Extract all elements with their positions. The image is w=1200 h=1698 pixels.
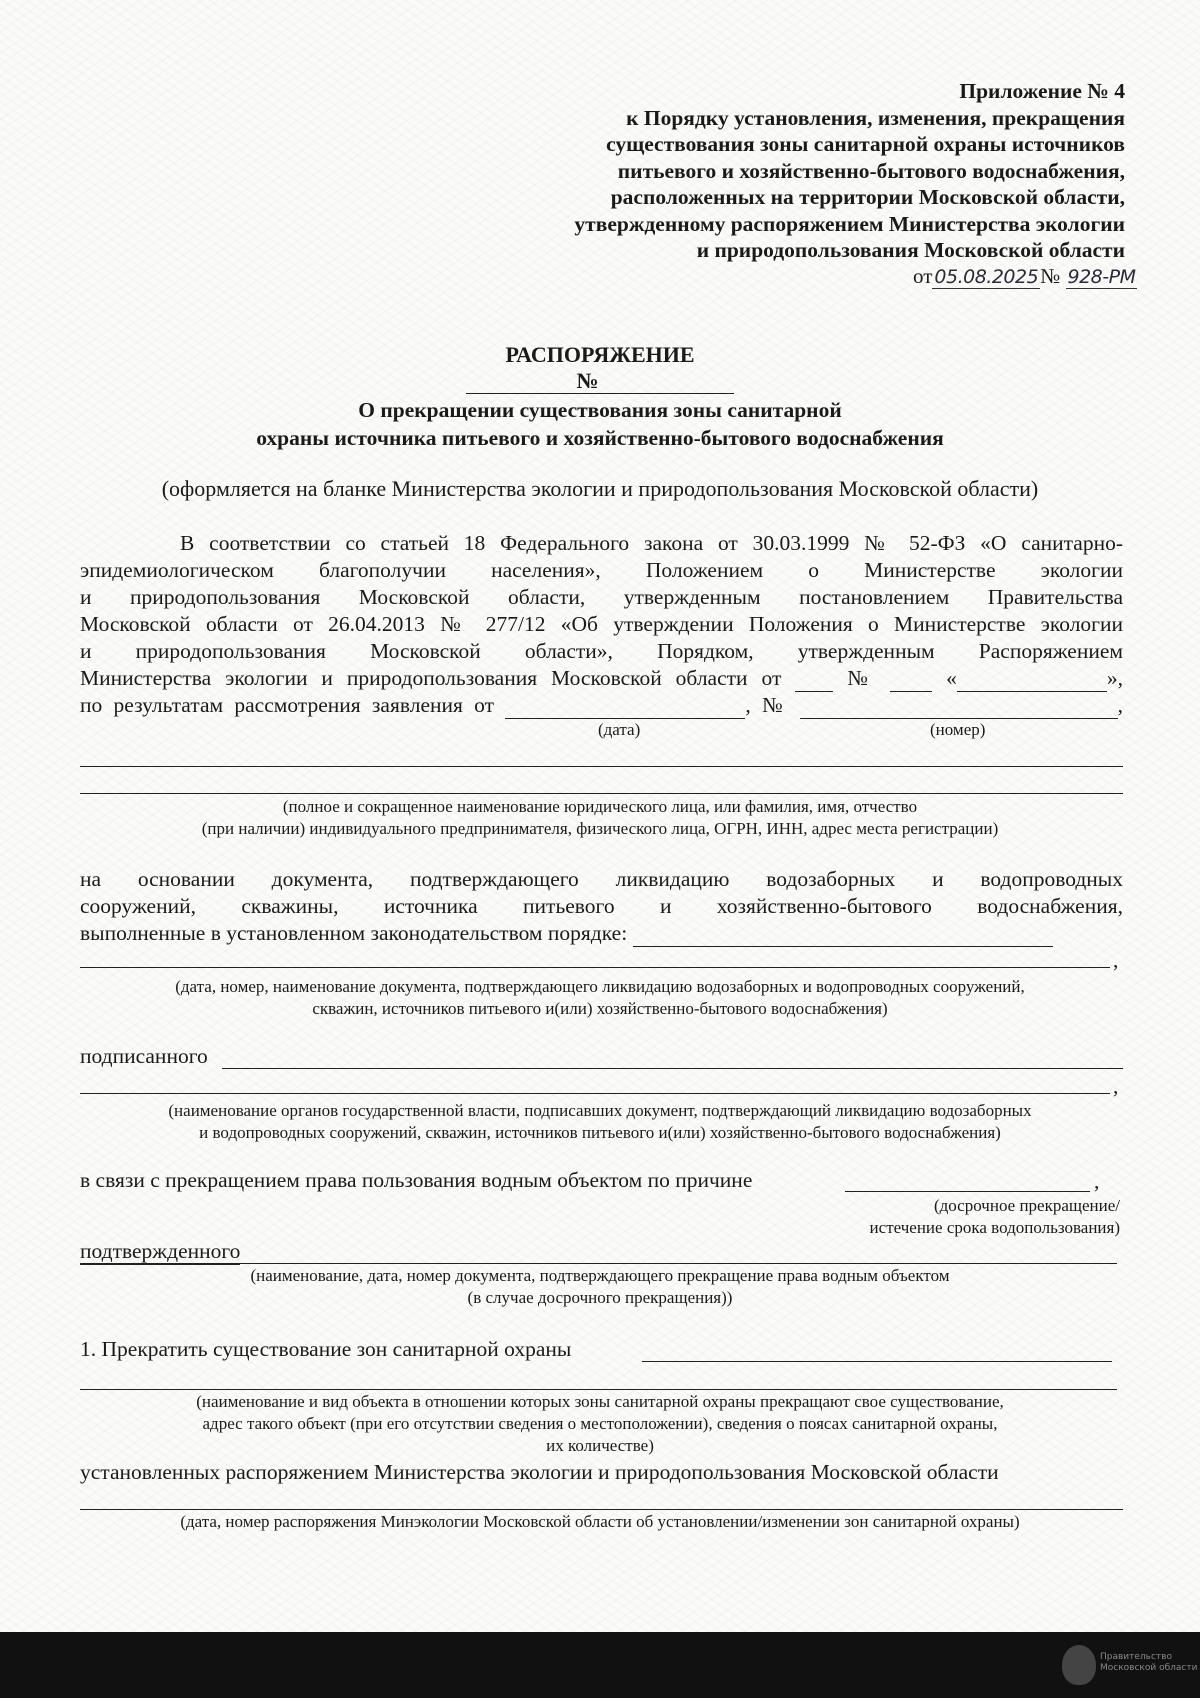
fill-blank	[633, 926, 1053, 947]
paragraph-line	[80, 920, 1123, 947]
caption-line: (при наличии) индивидуального предпринимателя, физического лица, ОГРН, ИНН, адрес места регистрации)	[201, 819, 999, 838]
caption-applicant	[0, 796, 1200, 840]
signed-line	[80, 1093, 1110, 1094]
handwritten-number: 928-РМ	[1067, 266, 1136, 288]
confirmed-label: подтвержденного	[80, 1239, 241, 1263]
footer-watermark	[1100, 1652, 1197, 1674]
paragraph-text: ,	[1117, 693, 1124, 717]
established-text: установленных распоряжением Министерства экологии и природопользования Московской области	[80, 1460, 999, 1484]
order-number-line	[0, 368, 1200, 394]
caption-line: и водопроводных сооружений, скважин, источников питьевого и(или) хозяйственно-бытового водоснабжения)	[199, 1123, 1001, 1142]
comma: ,	[1094, 1169, 1100, 1193]
caption-line: адрес такого объект (при его отсутствии сведения о местоположении), сведения о поясах санитарной охраны,	[202, 1414, 998, 1433]
appendix-line: существования зоны санитарной охраны источников	[606, 132, 1125, 156]
caption-line: их количестве)	[546, 1436, 654, 1455]
paragraph-line: на основании документа, подтверждающего ликвидацию водозаборных и водопроводных	[80, 867, 1123, 891]
paragraph-text: Министерства экологии и природопользования Московской области от	[80, 666, 782, 690]
scan-footer	[0, 1632, 1200, 1698]
paragraph-line: сооружений, скважины, источника питьевого и хозяйственно-бытового водоснабжения,	[80, 894, 1123, 918]
appendix-line: расположенных на территории Московской области,	[610, 185, 1125, 209]
caption-object	[0, 1391, 1200, 1457]
paragraph-line: В соответствии со статьей 18 Федерального закона от 30.03.1999 № 52-ФЗ «О санитарно-	[180, 531, 1123, 555]
document-title: РАСПОРЯЖЕНИЕ	[505, 342, 695, 367]
caption-line: (наименование, дата, номер документа, подтверждающего прекращение права водным объектом	[250, 1266, 950, 1285]
blank-note: (оформляется на бланке Министерства экологии и природопользования Московской области)	[161, 476, 1039, 501]
order-number-blank	[599, 373, 734, 394]
signed-line	[222, 1068, 1123, 1069]
fill-blank	[957, 671, 1107, 692]
appendix-header	[574, 78, 1125, 264]
coat-of-arms-icon	[1062, 1645, 1096, 1685]
confirmed-line	[80, 1263, 1117, 1264]
reason-label: (досрочное прекращение/	[933, 1196, 1120, 1215]
document-line	[80, 967, 1110, 968]
paragraph-liquidation	[80, 866, 1123, 947]
reason-label: истечение срока водопользования)	[869, 1218, 1120, 1237]
order-number-blank	[466, 373, 576, 394]
number-label: №	[1040, 264, 1061, 288]
handwritten-date: 05.08.2025	[934, 266, 1039, 288]
item-1-text: 1. Прекратить существование зон санитарной охраны	[80, 1337, 572, 1361]
paragraph-line: и природопользования Московской области», Порядком, утвержденным Распоряжением	[80, 639, 1123, 663]
caption-line: (в случае досрочного прекращения))	[467, 1288, 733, 1307]
paragraph-text: выполненные в установленном законодательством порядке:	[80, 921, 628, 945]
fill-blank	[890, 671, 932, 692]
number-sign: №	[576, 368, 599, 393]
comma: ,	[1113, 948, 1119, 972]
caption-line: (дата, номер распоряжения Минэкологии Московской области об установлении/изменении зон санитарной охраны)	[180, 1512, 1020, 1531]
order-subject	[0, 396, 1200, 452]
application-date-blank	[505, 698, 745, 719]
paragraph-text: №	[847, 666, 877, 690]
caption-confirmed	[0, 1265, 1200, 1309]
caption-document	[0, 976, 1200, 1020]
subject-line: О прекращении существования зоны санитарной	[358, 398, 842, 422]
reason-text: в связи с прекращением права пользования водным объектом по причине	[80, 1168, 753, 1192]
fill-blank	[795, 671, 833, 692]
signed-label: подписанного	[80, 1044, 208, 1068]
item-1-line	[642, 1361, 1112, 1362]
application-number-blank	[800, 698, 1118, 719]
comma: ,	[1113, 1074, 1119, 1098]
paragraph-line: Московской области от 26.04.2013 № 277/12 «Об утверждении Положения о Министерстве экологии	[80, 612, 1123, 636]
caption-line: (наименование и вид объекта в отношении которых зоны санитарной охраны прекращают свое существование,	[196, 1392, 1004, 1411]
paragraph-text: по результатам рассмотрения заявления от	[80, 693, 495, 717]
appendix-signoff	[913, 264, 1137, 289]
appendix-line: питьевого и хозяйственно-бытового водоснабжения,	[617, 158, 1125, 183]
applicant-line	[80, 766, 1123, 767]
footer-line: Правительство	[1100, 1652, 1172, 1662]
paragraph-basis	[80, 530, 1123, 719]
label-date: (дата)	[598, 720, 641, 739]
caption-line: скважин, источников питьевого и(или) хозяйственно-бытового водоснабжения)	[312, 999, 888, 1018]
caption-line: (наименование органов государственной власти, подписавших документ, подтверждающий ликвидацию водозаборных	[168, 1101, 1032, 1120]
appendix-line: Приложение № 4	[959, 79, 1125, 103]
subject-line: охраны источника питьевого и хозяйственно-бытового водоснабжения	[256, 426, 944, 450]
order-ref-line	[80, 1509, 1123, 1510]
caption-order-ref	[0, 1511, 1200, 1533]
footer-line: Московской области	[1100, 1663, 1198, 1673]
paragraph-text: , №	[745, 693, 789, 717]
from-label: от	[913, 264, 933, 288]
paragraph-line	[80, 665, 1123, 692]
caption-line: (полное и сокращенное наименование юридического лица, или фамилия, имя, отчество	[282, 797, 918, 816]
paragraph-line	[80, 692, 1123, 719]
caption-line: (дата, номер, наименование документа, подтверждающего ликвидацию водозаборных и водопроводных сооружений,	[175, 977, 1025, 996]
reason-line	[845, 1191, 1090, 1192]
caption-authority	[0, 1100, 1200, 1144]
appendix-line: и природопользования Московской области	[696, 238, 1125, 262]
paragraph-text: «	[946, 666, 957, 690]
applicant-line	[80, 793, 1123, 794]
label-number: (номер)	[930, 720, 986, 739]
paragraph-text: »,	[1106, 666, 1124, 690]
appendix-line: утвержденному распоряжением Министерства экологии	[574, 211, 1125, 236]
appendix-line: к Порядку установления, изменения, прекращения	[626, 105, 1125, 130]
item-1-line	[80, 1389, 1117, 1390]
paragraph-line: эпидемиологическом благополучии населения», Положением о Министерстве экологии	[80, 558, 1123, 582]
paragraph-line: и природопользования Московской области, утвержденным постановлением Правительства	[80, 585, 1123, 609]
